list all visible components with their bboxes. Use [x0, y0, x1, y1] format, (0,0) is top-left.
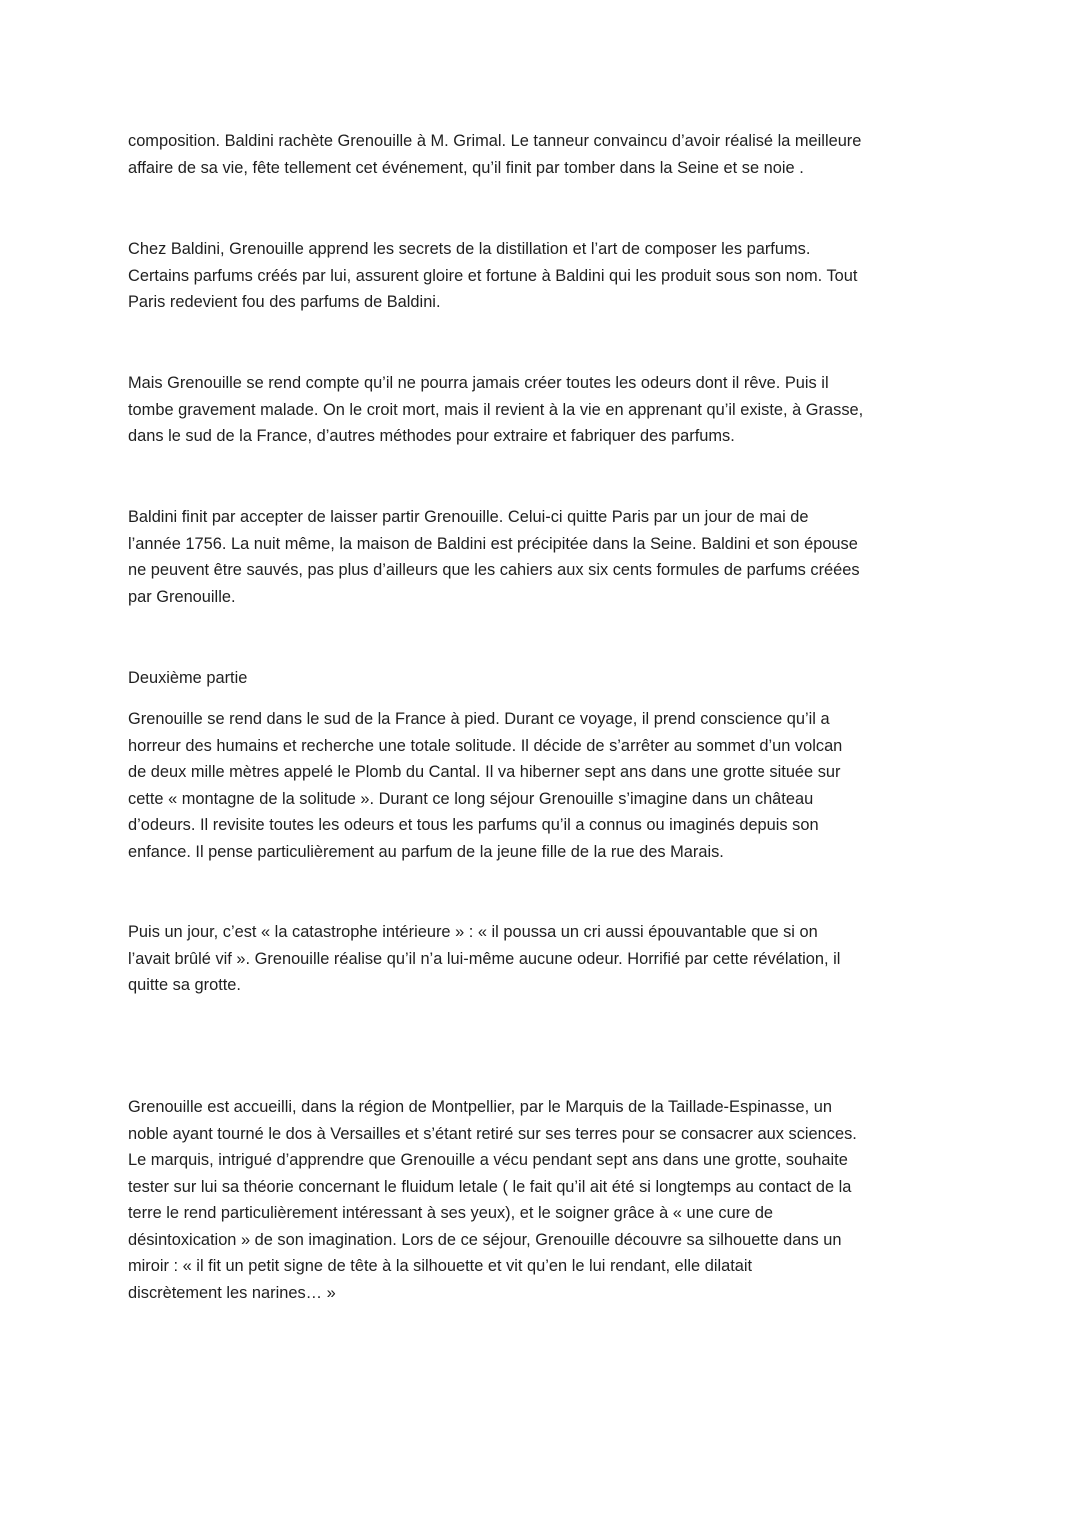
paragraph-leaves-paris	[128, 504, 860, 610]
paragraph-inner-catastrophe	[128, 919, 840, 999]
paragraph-plomb-du-cantal	[128, 706, 842, 865]
text-line: dans le sud de la France, d’autres méthodes pour extraire et fabriquer des parfums.	[128, 427, 735, 445]
text-line: quitte sa grotte.	[128, 976, 241, 994]
text-line: Mais Grenouille se rend compte qu’il ne pourra jamais créer toutes les odeurs dont il rêve. Puis il	[128, 374, 829, 392]
paragraph-marquis-taillade-espinasse	[128, 1094, 857, 1306]
text-line: l’avait brûlé vif ». Grenouille réalise qu’il n’a lui-même aucune odeur. Horrifié par cette révélation, il	[128, 949, 841, 968]
text-line: discrètement les narines… »	[128, 1283, 336, 1302]
text-line: composition. Baldini rachète Grenouille à M. Grimal. Le tanneur convaincu d’avoir réalisé la meilleure	[128, 132, 862, 150]
paragraph-grenouille-illness	[128, 370, 863, 450]
text-line: Grenouille se rend dans le sud de la France à pied. Durant ce voyage, il prend conscience qu’il a	[128, 710, 830, 728]
text-line: ne peuvent être sauvés, pas plus d’ailleurs que les cahiers aux six cents formules de parfums créées	[128, 561, 860, 579]
text-line: par Grenouille.	[128, 587, 236, 606]
text-line: noble ayant tourné le dos à Versailles et s’étant retiré sur ses terres pour se consacrer aux sciences.	[128, 1124, 857, 1143]
text-line: horreur des humains et recherche une totale solitude. Il décide de s’arrêter au sommet d’un volcan	[128, 736, 843, 755]
text-line: tester sur lui sa théorie concernant le fluidum letale ( le fait qu’il ait été si longtemps au contact de la	[128, 1177, 852, 1196]
section-heading: Deuxième partie	[128, 669, 248, 687]
text-line: Paris redevient fou des parfums de Baldini.	[128, 293, 441, 311]
text-line: enfance. Il pense particulièrement au parfum de la jeune fille de la rue des Marais.	[128, 842, 724, 861]
text-line: désintoxication » de son imagination. Lors de ce séjour, Grenouille découvre sa silhouette dans un	[128, 1230, 842, 1249]
text-line: cette « montagne de la solitude ». Durant ce long séjour Grenouille s’imagine dans un château	[128, 789, 814, 808]
paragraph-baldini-buys-grenouille	[128, 128, 861, 181]
text-line: d’odeurs. Il revisite toutes les odeurs et tous les parfums qu’il a connus ou imaginés depuis son	[128, 816, 819, 834]
text-line: affaire de sa vie, fête tellement cet événement, qu’il finit par tomber dans la Seine et se noie .	[128, 158, 804, 177]
text-line: Grenouille est accueilli, dans la région de Montpellier, par le Marquis de la Taillade-Espinasse, un	[128, 1098, 832, 1116]
text-line: Chez Baldini, Grenouille apprend les secrets de la distillation et l’art de composer les parfums.	[128, 240, 811, 258]
text-line: Certains parfums créés par lui, assurent gloire et fortune à Baldini qui les produit sous son nom. Tout	[128, 266, 858, 285]
text-line: Puis un jour, c’est « la catastrophe intérieure » : « il poussa un cri aussi épouvantable que si on	[128, 923, 818, 941]
text-line: de deux mille mètres appelé le Plomb du Cantal. Il va hiberner sept ans dans une grotte située sur	[128, 763, 841, 781]
text-line: tombe gravement malade. On le croit mort, mais il revient à la vie en apprenant qu’il existe, à Grasse,	[128, 400, 864, 419]
paragraph-distillation-secrets	[128, 236, 857, 316]
text-line: terre le rend particulièrement intéressant à ses yeux), et le soigner grâce à « une cure de	[128, 1204, 774, 1222]
text-line: l’année 1756. La nuit même, la maison de Baldini est précipitée dans la Seine. Baldini et son épouse	[128, 534, 858, 553]
text-line: Baldini finit par accepter de laisser partir Grenouille. Celui-ci quitte Paris par un jour de mai de	[128, 508, 809, 526]
text-line: Le marquis, intrigué d’apprendre que Grenouille a vécu pendant sept ans dans une grotte, souhaite	[128, 1151, 848, 1169]
text-line: miroir : « il fit un petit signe de tête à la silhouette et vit qu’en le lui rendant, elle dilatait	[128, 1257, 753, 1275]
